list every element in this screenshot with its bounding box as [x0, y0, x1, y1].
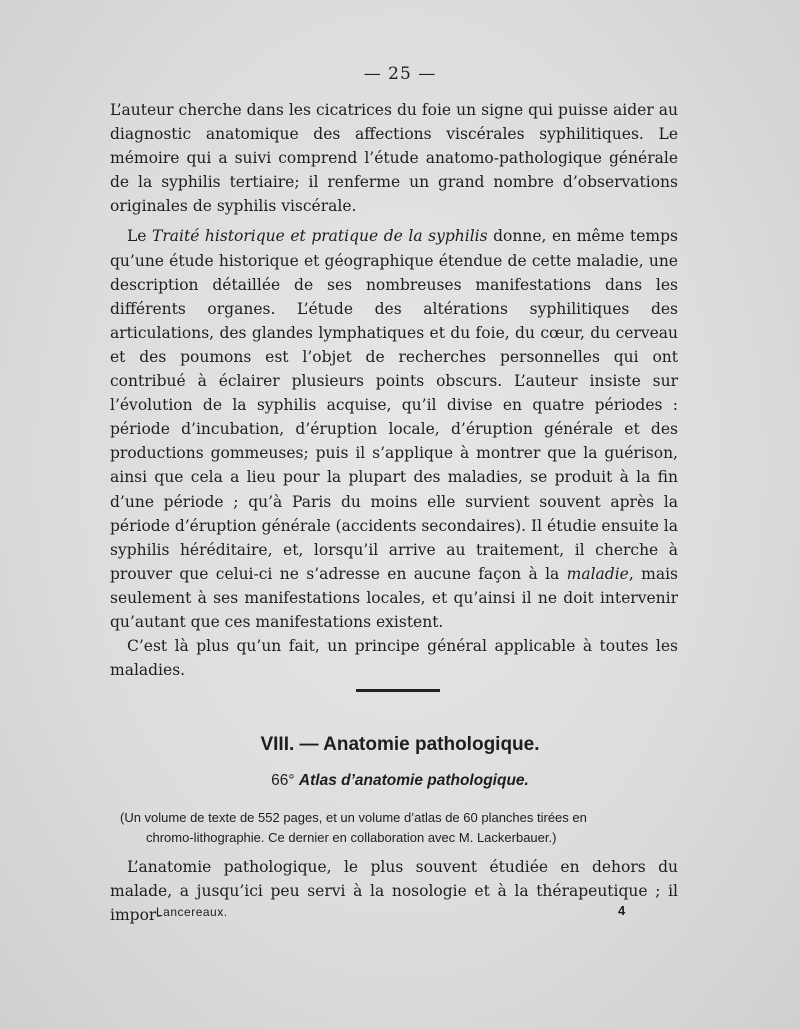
paragraph-treatise-prefix: Le	[127, 227, 153, 246]
paragraph-treatise-body: donne, en même temps qu’une étude historique et géographique étendue de cette maladie, une description détaillée de ses nombreuses manifestations dans les différents organes. L’étude des altérations syphilitiques des articulations, des glandes lymphatiques et du foie, du cœur, du cerveau et des poumons est l’objet de recherches personnelles qui ont contribué à éclairer plusieurs points obscurs. L’auteur insiste sur l’évolution de la syphilis acquise, qu’il divise en quatre périodes : période d’incubation, d’éruption locale, d’éruption générale et des productions gommeuses; puis il s’applique à montrer que la guérison, ainsi que cela a lieu pour la plupart des maladies, se produit à la fin d’une période ; qu’à Paris du moins elle survient souvent après la période d’éruption générale (accidents secondaires). Il étudie ensuite la syphilis héréditaire, et, lorsqu’il arrive au traitement, il cherche à prouver que celui-ci ne s’adresse en aucune façon à la	[110, 227, 678, 583]
section-divider	[356, 689, 440, 692]
signature-mark: 4	[618, 903, 626, 918]
section-heading: VIII. — Anatomie pathologique.	[260, 734, 540, 755]
paragraph-anatomy: L’anatomie pathologique, le plus souvent étudiée en dehors du malade, a jusqu’ici peu servi à la nosologie et à la thérapeutique ; il impor-	[110, 858, 678, 925]
paragraph-treatise	[110, 224, 678, 634]
footer-author: Lancereaux.	[156, 905, 228, 919]
treatise-title: Traité historique et pratique de la syphilis	[152, 227, 488, 246]
body-text-top	[110, 98, 678, 682]
entry-title	[0, 772, 800, 790]
entry-description-line-2: chromo-lithographie. Ce dernier en collaboration avec M. Lackerbauer.)	[146, 830, 557, 845]
paragraph-treatise-end: , mais seulement à ses manifestations locales, et qu’ainsi il ne doit intervenir qu’autant que ces manifestations existent.	[110, 564, 678, 631]
paragraph-principle: C’est là plus qu’un fait, un principe général applicable à toutes les maladies.	[110, 637, 678, 680]
maladie-word: maladie	[566, 564, 629, 583]
entry-number: 66°	[271, 772, 295, 789]
paragraph-liver: L’auteur cherche dans les cicatrices du foie un signe qui puisse aider au diagnostic anatomique des affections viscérales syphilitiques. Le mémoire qui a suivi comprend l’étude anatomo-pathologique générale de la syphilis tertiaire; il renferme un grand nombre d’observations originales de syphilis viscérale.	[110, 101, 678, 216]
page-number: — 25 —	[363, 64, 437, 84]
entry-title-text: Atlas d’anatomie pathologique.	[298, 772, 529, 789]
entry-description	[120, 808, 680, 848]
entry-description-line-1: (Un volume de texte de 552 pages, et un volume d’atlas de 60 planches tirées en	[120, 810, 587, 825]
